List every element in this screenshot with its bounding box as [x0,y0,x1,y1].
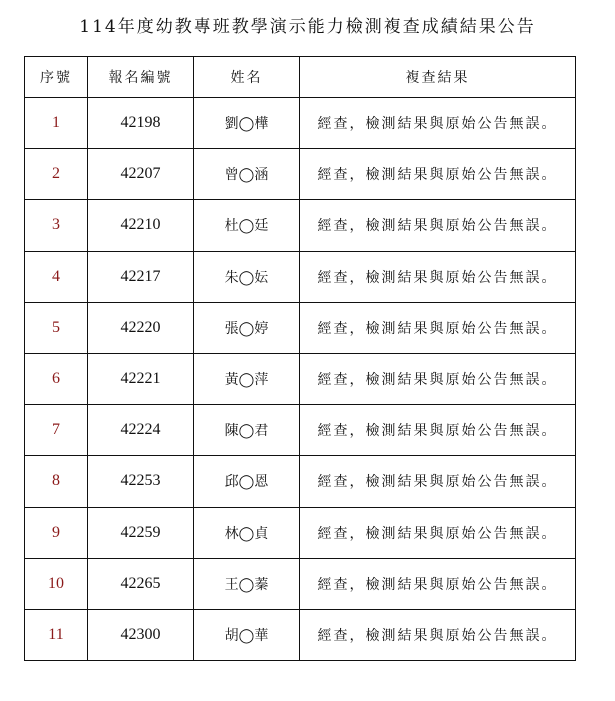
row-name: 黃◯萍 [194,353,300,404]
row-result: 經查，檢測結果與原始公告無誤。 [300,302,576,353]
row-registration-id: 42207 [88,149,194,200]
row-registration-id: 42198 [88,98,194,149]
table-row [25,558,576,609]
row-seq: 8 [25,456,88,507]
row-seq: 2 [25,149,88,200]
row-name: 林◯貞 [194,507,300,558]
header-id: 報名編號 [88,57,194,98]
row-registration-id: 42300 [88,609,194,660]
row-registration-id: 42224 [88,405,194,456]
row-name: 曾◯涵 [194,149,300,200]
row-result: 經查，檢測結果與原始公告無誤。 [300,558,576,609]
row-name: 劉◯樺 [194,98,300,149]
row-result: 經查，檢測結果與原始公告無誤。 [300,609,576,660]
table-row [25,200,576,251]
row-registration-id: 42253 [88,456,194,507]
row-registration-id: 42220 [88,302,194,353]
row-name: 陳◯君 [194,405,300,456]
table-row [25,251,576,302]
row-name: 王◯蓁 [194,558,300,609]
row-result: 經查，檢測結果與原始公告無誤。 [300,251,576,302]
row-seq: 3 [25,200,88,251]
table-header [25,57,576,98]
row-name: 朱◯妘 [194,251,300,302]
row-seq: 10 [25,558,88,609]
row-result: 經查，檢測結果與原始公告無誤。 [300,98,576,149]
results-table [24,56,576,661]
row-name: 邱◯恩 [194,456,300,507]
row-registration-id: 42217 [88,251,194,302]
row-seq: 6 [25,353,88,404]
table-row [25,456,576,507]
row-registration-id: 42259 [88,507,194,558]
row-result: 經查，檢測結果與原始公告無誤。 [300,507,576,558]
row-name: 張◯婷 [194,302,300,353]
row-registration-id: 42221 [88,353,194,404]
row-result: 經查，檢測結果與原始公告無誤。 [300,405,576,456]
header-name: 姓名 [194,57,300,98]
row-result: 經查，檢測結果與原始公告無誤。 [300,149,576,200]
row-seq: 1 [25,98,88,149]
header-result: 複查結果 [300,57,576,98]
table-row [25,149,576,200]
row-result: 經查，檢測結果與原始公告無誤。 [300,456,576,507]
row-seq: 4 [25,251,88,302]
table-row [25,507,576,558]
table-row [25,609,576,660]
row-name: 杜◯廷 [194,200,300,251]
table-row [25,98,576,149]
row-seq: 11 [25,609,88,660]
row-seq: 7 [25,405,88,456]
page-title: 114年度幼教專班教學演示能力檢測複查成績結果公告 [79,17,536,37]
row-result: 經查，檢測結果與原始公告無誤。 [300,200,576,251]
header-seq: 序號 [25,57,88,98]
row-name: 胡◯華 [194,609,300,660]
row-seq: 9 [25,507,88,558]
row-seq: 5 [25,302,88,353]
row-registration-id: 42210 [88,200,194,251]
table-row [25,405,576,456]
row-result: 經查，檢測結果與原始公告無誤。 [300,353,576,404]
table-row [25,353,576,404]
row-registration-id: 42265 [88,558,194,609]
table-row [25,302,576,353]
